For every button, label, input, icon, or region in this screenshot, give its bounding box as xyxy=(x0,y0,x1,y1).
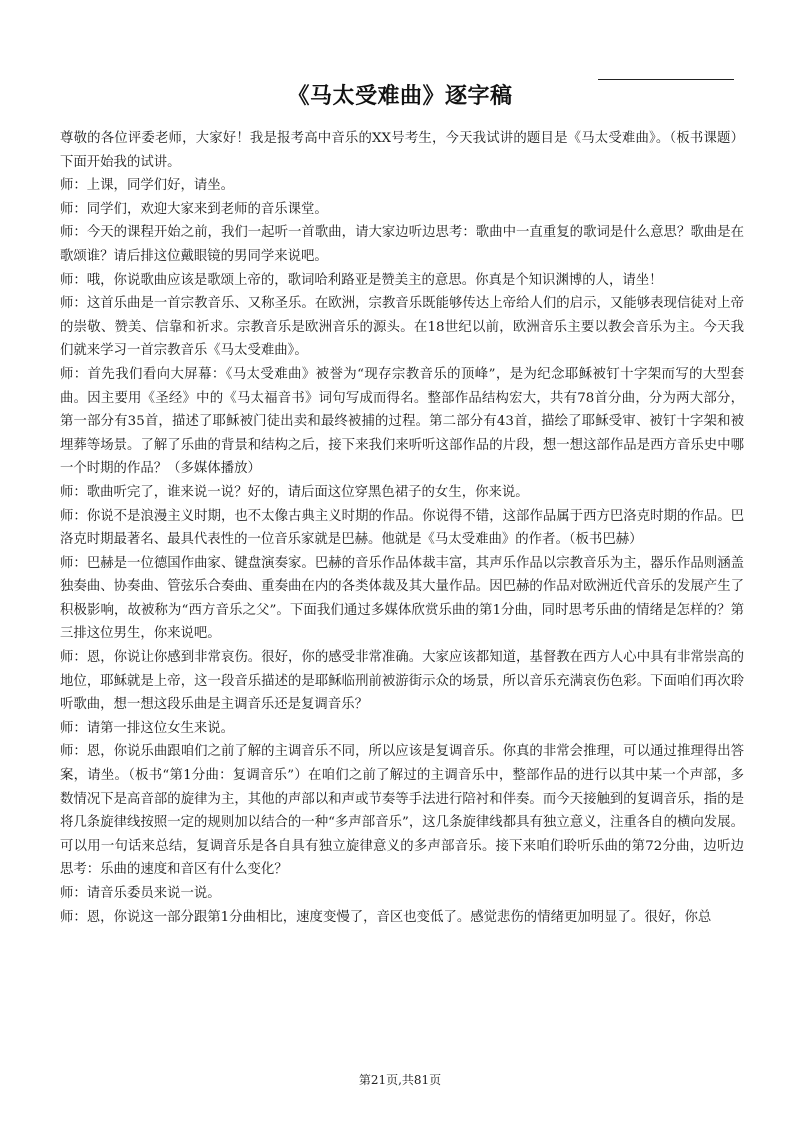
paragraph: 师：歌曲听完了，谁来说一说？好的，请后面这位穿黑色裙子的女生，你来说。 xyxy=(60,484,529,500)
paragraph: 师：今天的课程开始之前，我们一起听一首歌曲，请大家边听边思考：歌曲中一直重复的歌词是什么意思？歌曲是在歌颂谁？请后排这位戴眼镜的男同学来说吧。 xyxy=(60,225,744,264)
paragraph: 师：请音乐委员来说一说。 xyxy=(60,886,221,901)
paragraph: 师：巴赫是一位德国作曲家、键盘演奏家。巴赫的音乐作品体裁丰富，其声乐作品以宗教音乐为主，器乐作品则涵盖独奏曲、协奏曲、管弦乐合奏曲、重奏曲在内的各类体裁及其大量作品。因巴赫的作品对欧洲近代音乐的发展产生了积极影响，故被称为“西方音乐之父”。下面我们通过多媒体欣赏乐曲的第1分曲，同时思考乐曲的情绪是怎样的？第三排这位男生，你来说吧。 xyxy=(60,555,744,642)
paragraph: 师：恩，你说乐曲跟咱们之前了解的主调音乐不同，所以应该是复调音乐。你真的非常会推理，可以通过推理得出答案，请坐。（板书“第1分曲：复调音乐”）在咱们之前了解过的主调音乐中，整部作品的进行以其中某一个声部，多数情况下是高音部的旋律为主，其他的声部以和声或节奏等手法进行陪衬和伴奏。而今天接触到的复调音乐，指的是将几条旋律线按照一定的规则加以结合的一种“多声部音乐”，这几条旋律线都具有独立意义，注重各自的横向发展。可以用一句话来总结，复调音乐是各自具有独立旋律意义的多声部音乐。接下来咱们聆听乐曲的第72分曲，边听边思考：乐曲的速度和音区有什么变化？ xyxy=(60,744,744,878)
page-footer: 第21页,共81页 xyxy=(358,1073,442,1087)
page-title: 《马太受难曲》逐字稿 xyxy=(287,84,513,109)
paragraph: 师：首先我们看向大屏幕：《马太受难曲》被誉为“现存宗教音乐的顶峰”，是为纪念耶稣被钉十字架而写的大型套曲。因主要用《圣经》中的《马太福音书》词句写成而得名。整部作品结构宏大，共有78首分曲，分为两大部分，第一部分有35首，描述了耶稣被门徒出卖和最终被捕的过程。第二部分有43首，描绘了耶稣受审、被钉十字架和被埋葬等场景。了解了乐曲的背景和结构之后，接下来我们来听听这部作品的片段，想一想这部作品是西方音乐史中哪一个时期的作品？（多媒体播放） xyxy=(60,366,744,477)
paragraph: 师：请第一排这位女生来说。 xyxy=(60,720,235,736)
paragraph: 师：哦，你说歌曲应该是歌颂上帝的，歌词哈利路亚是赞美主的意思。你真是个知识渊博的人，请坐！ xyxy=(60,272,663,288)
paragraph: 师：你说不是浪漫主义时期，也不太像古典主义时期的作品。你说得不错，这部作品属于西方巴洛克时期的作品。巴洛克时期最著名、最具代表性的一位音乐家就是巴赫。他就是《马太受难曲》的作者。（板书巴赫） xyxy=(60,508,744,548)
paragraph-intro: 尊敬的各位评委老师，大家好！我是报考高中音乐的XX号考生，今天我试讲的题目是《马太受难曲》。（板书课题）下面开始我的试讲。 xyxy=(60,131,744,170)
header-rule xyxy=(598,79,734,80)
paragraph: 师：同学们，欢迎大家来到老师的音乐课堂。 xyxy=(60,201,328,217)
paragraph: 师：恩，你说让你感到非常哀伤。很好，你的感受非常准确。大家应该都知道，基督教在西方人心中具有非常崇高的地位，耶稣就是上帝，这一段音乐描述的是耶稣临刑前被游街示众的场景，所以音乐充满哀伤色彩。下面咱们再次聆听歌曲，想一想这段乐曲是主调音乐还是复调音乐？ xyxy=(60,650,744,713)
paragraph: 师：恩，你说这一部分跟第1分曲相比，速度变慢了，音区也变低了。感觉悲伤的情绪更加明显了。很好，你总 xyxy=(60,909,712,925)
paragraph: 师：上课，同学们好，请坐。 xyxy=(60,178,235,194)
paragraph: 师：这首乐曲是一首宗教音乐、又称圣乐。在欧洲，宗教音乐既能够传达上帝给人们的启示，又能够表现信徒对上帝的崇敬、赞美、信靠和祈求。宗教音乐是欧洲音乐的源头。在18世纪以前，欧洲音乐主要以教会音乐为主。今天我们就来学习一首宗教音乐《马太受难曲》。 xyxy=(60,296,744,359)
document-body xyxy=(60,127,744,929)
